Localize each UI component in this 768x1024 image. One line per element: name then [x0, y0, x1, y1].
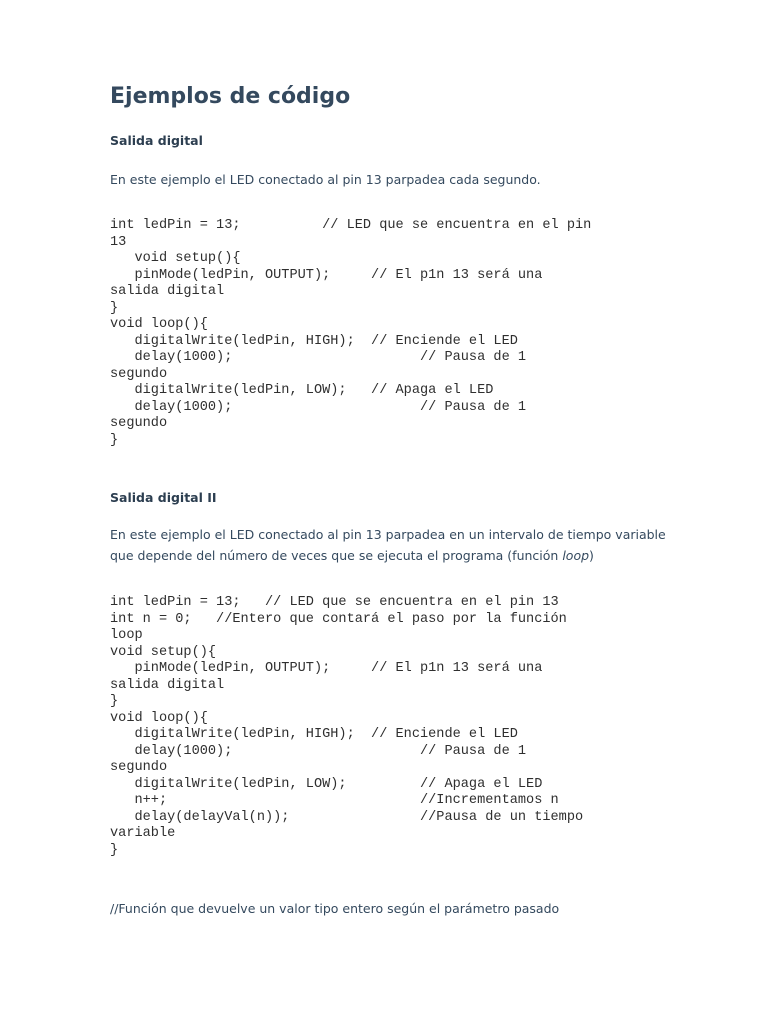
section2-description-emphasis: loop	[562, 548, 590, 563]
code-line: int n = 0; //Entero que contará el paso por la función	[110, 611, 567, 627]
code-line: loop	[110, 628, 143, 643]
section1-heading: Salida digital	[110, 133, 203, 148]
code-line: }	[110, 842, 119, 858]
code-line: salida digital	[110, 677, 225, 693]
section1-code-block	[110, 218, 591, 449]
code-line: digitalWrite(ledPin, HIGH); // Enciende el LED	[110, 727, 518, 742]
code-line: delay(1000); // Pausa de 1	[110, 399, 527, 415]
section2-description-text: En este ejemplo el LED conectado al pin 13 parpadea en un intervalo de tiempo variable que depende del número de veces que se ejecuta el programa (función	[110, 527, 666, 563]
code-line: pinMode(ledPin, OUTPUT); // El p1n 13 será una	[110, 661, 543, 676]
section2-code-block	[110, 595, 583, 859]
footer-comment: //Función que devuelve un valor tipo entero según el parámetro pasado	[110, 901, 560, 916]
code-line: int ledPin = 13; // LED que se encuentra en el pin 13	[110, 595, 559, 610]
code-line: pinMode(ledPin, OUTPUT); // El p1n 13 será una	[110, 267, 543, 283]
code-line: void setup(){	[110, 644, 217, 660]
code-line: delay(delayVal(n)); //Pausa de un tiempo	[110, 809, 584, 825]
section2-heading: Salida digital II	[110, 490, 217, 505]
code-line: int ledPin = 13; // LED que se encuentra en el pin	[110, 218, 592, 233]
code-line: 13	[110, 234, 127, 250]
code-line: void loop(){	[110, 710, 208, 726]
section2-description	[110, 524, 670, 566]
code-line: digitalWrite(ledPin, HIGH); // Enciende el LED	[110, 333, 518, 349]
code-line: }	[110, 432, 119, 448]
code-line: variable	[110, 826, 176, 841]
section2-description-close: )	[589, 548, 594, 563]
code-line: void loop(){	[110, 317, 208, 332]
page-title: Ejemplos de código	[110, 84, 351, 109]
code-line: delay(1000); // Pausa de 1	[110, 743, 527, 759]
code-line: salida digital	[110, 284, 225, 299]
code-line: segundo	[110, 416, 168, 431]
code-line: }	[110, 694, 119, 709]
section1-description: En este ejemplo el LED conectado al pin 13 parpadea cada segundo.	[110, 172, 541, 187]
code-line: void setup(){	[110, 251, 241, 266]
code-line: }	[110, 300, 119, 316]
code-line: digitalWrite(ledPin, LOW); // Apaga el LED	[110, 776, 543, 792]
code-line: n++; //Incrementamos n	[110, 793, 559, 808]
code-line: segundo	[110, 366, 168, 382]
code-line: delay(1000); // Pausa de 1	[110, 350, 527, 365]
code-line: digitalWrite(ledPin, LOW); // Apaga el LED	[110, 383, 494, 398]
code-line: segundo	[110, 760, 168, 775]
